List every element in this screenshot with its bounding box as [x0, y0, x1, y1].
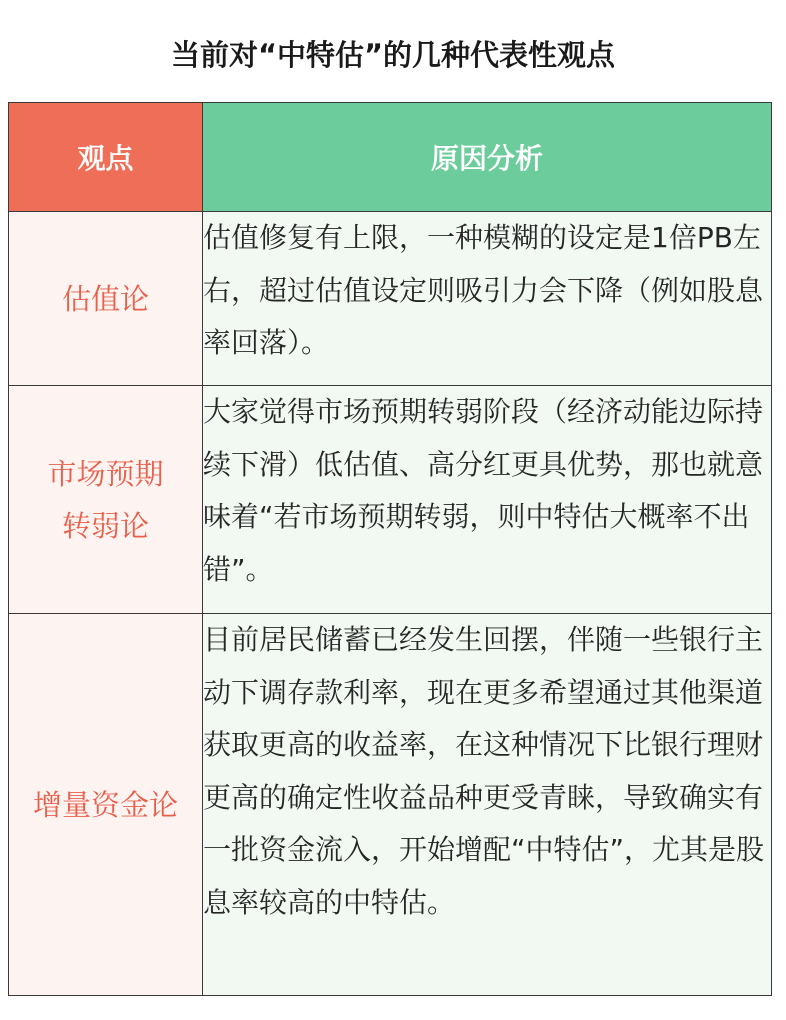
table-header-row — [9, 103, 772, 212]
header-view: 观点 — [9, 103, 203, 212]
view-cell-market-expectation — [9, 386, 203, 614]
view-label: 估值论 — [61, 281, 149, 316]
view-label: 市场预期 — [47, 456, 164, 491]
table-row — [9, 386, 772, 614]
view-label: 增量资金论 — [32, 787, 178, 822]
reason-cell-valuation: 估值修复有上限，一种模糊的设定是1倍PB左右，超过估值设定则吸引力会下降（例如股息率回落）。 — [203, 212, 772, 386]
view-cell-incremental-capital — [9, 614, 203, 996]
view-label: 转弱论 — [61, 508, 149, 543]
reason-cell-incremental-capital: 目前居民储蓄已经发生回摆，伴随一些银行主动下调存款利率，现在更多希望通过其他渠道获取更高的收益率，在这种情况下比银行理财更高的确定性收益品种更受青睐，导致确实有一批资金流入，开始增配“中特估”，尤其是股息率较高的中特估。 — [203, 614, 772, 996]
header-reason: 原因分析 — [203, 103, 772, 212]
reason-cell-market-expectation: 大家觉得市场预期转弱阶段（经济动能边际持续下滑）低估值、高分红更具优势，那也就意味着“若市场预期转弱，则中特估大概率不出错”。 — [203, 386, 772, 614]
viewpoints-table — [8, 102, 772, 996]
page-title: 当前对“中特估”的几种代表性观点 — [170, 38, 616, 72]
table-row — [9, 614, 772, 996]
table-row — [9, 212, 772, 386]
view-cell-valuation — [9, 212, 203, 386]
